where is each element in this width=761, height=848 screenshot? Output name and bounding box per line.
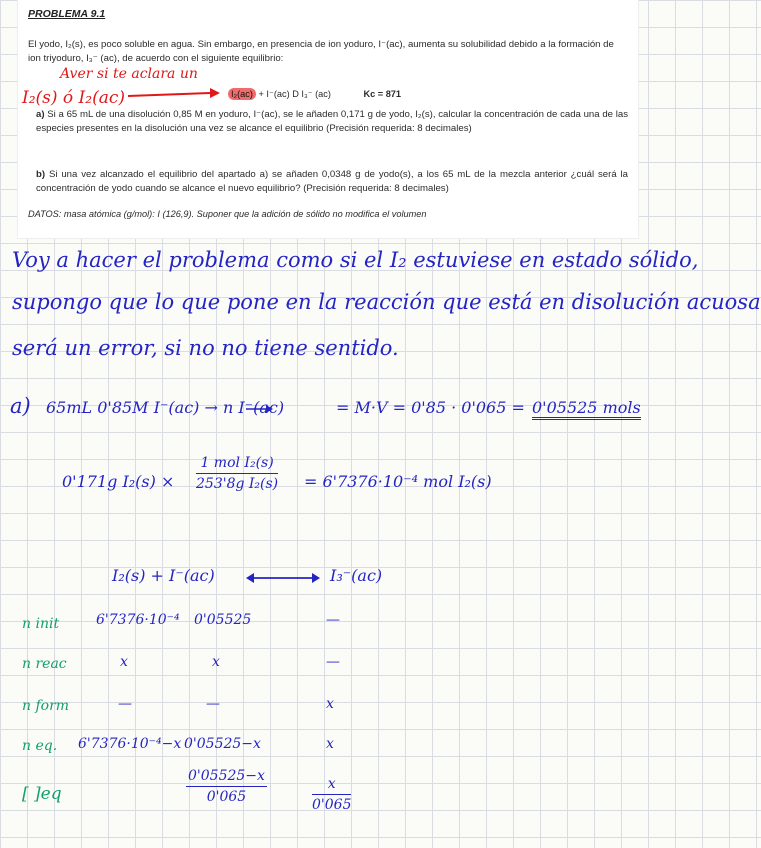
cell-reac-1: x (120, 654, 128, 670)
red-annotation-species: I₂(s) ó I₂(ac) (22, 88, 126, 108)
mass-given: 0'171g I₂(s) × (62, 472, 175, 491)
conc-fraction-1 (186, 768, 267, 805)
cell-form-1: — (118, 696, 132, 712)
conversion-fraction (196, 455, 278, 492)
part-a-label: a) (36, 109, 45, 120)
part-b-text: Si una vez alcanzado el equilibrio del apartado a) se añaden 0,0348 g de yodo(s), a los 65 mL de la mezcla anterior ¿cuál será la concentración de yodo cuando se alcance el nuevo equilibrio? (Precisión requerida: 8 decimales) (36, 169, 628, 194)
highlighted-species: I₂(ac) (228, 88, 256, 100)
conc-fraction-2 (312, 776, 351, 813)
cell-eq-1: 6'7376·10⁻⁴−x (78, 736, 182, 752)
cell-eq-3: x (326, 736, 334, 752)
conversion-numerator: 1 mol I₂(s) (196, 455, 278, 474)
conc-numerator-1: 0'05525−x (186, 768, 267, 787)
conc-denominator-1: 0'065 (206, 789, 247, 805)
conc-numerator-2: x (312, 776, 351, 795)
data-line: DATOS: masa atómica (g/mol): I (126,9). Suponer que la adición de sólido no modifica el volumen (28, 209, 427, 219)
row-label-form: n form (22, 698, 70, 714)
part-a-given: 65mL 0'85M I⁻(ac) → n I⁻(ac) (46, 398, 285, 417)
problem-title: PROBLEMA 9.1 (28, 8, 106, 20)
kc-value: Kc = 871 (363, 89, 402, 99)
part-b-label: b) (36, 169, 46, 180)
note-line-1: Voy a hacer el problema como si el I₂ estuviese en estado sólido, (12, 248, 699, 272)
cell-form-3: x (326, 696, 334, 712)
cell-init-1: 6'7376·10⁻⁴ (96, 612, 180, 628)
equation-rest: + I⁻(ac) D I₃⁻ (ac) (258, 89, 331, 99)
note-line-2: supongo que lo que pone en la reacción que está en disolución acuosa (12, 290, 761, 314)
part-a-moles-result: 0'05525 mols (532, 398, 641, 420)
row-label-reac: n reac (22, 656, 67, 672)
row-label-eq: n eq. (22, 738, 58, 754)
cell-init-3: — (326, 612, 340, 628)
cell-form-2: — (206, 696, 220, 712)
part-a-marker: a) (10, 394, 31, 418)
part-a-moles-expr: = M·V = 0'85 · 0'065 = (336, 398, 525, 417)
row-label-conc: [ ]eq (22, 784, 62, 804)
cell-reac-2: x (212, 654, 220, 670)
red-annotation-note: Aver si te aclara un (60, 66, 198, 82)
note-line-3: será un error, si no no tiene sentido. (12, 336, 399, 360)
cell-eq-2: 0'05525−x (184, 736, 261, 752)
conversion-denominator: 253'8g I₂(s) (196, 476, 279, 492)
conversion-result: = 6'7376·10⁻⁴ mol I₂(s) (304, 472, 492, 491)
part-a-text: Si a 65 mL de una disolución 0,85 M en yoduro, I⁻(ac), se le añaden 0,171 g de yodo, I₂(s), calcular la concentración de cada una de las especies presentes en la disolución una vez se alcance el equilibrio (Precisión requerida: 8 decimales) (36, 109, 628, 134)
cell-reac-3: — (326, 654, 340, 670)
reaction-product: I₃⁻(ac) (330, 566, 383, 585)
cell-init-2: 0'05525 (194, 612, 252, 628)
problem-intro: El yodo, I₂(s), es poco soluble en agua. Sin embargo, en presencia de ion yoduro, I⁻(ac), aumenta su solubilidad debido a la formación de ion triyoduro, I₃⁻ (ac), de acuerdo con el siguiente equilibrio: (28, 39, 614, 64)
reaction-reactants: I₂(s) + I⁻(ac) (112, 566, 215, 585)
row-label-init: n init (22, 616, 60, 632)
conc-denominator-2: 0'065 (312, 797, 352, 813)
